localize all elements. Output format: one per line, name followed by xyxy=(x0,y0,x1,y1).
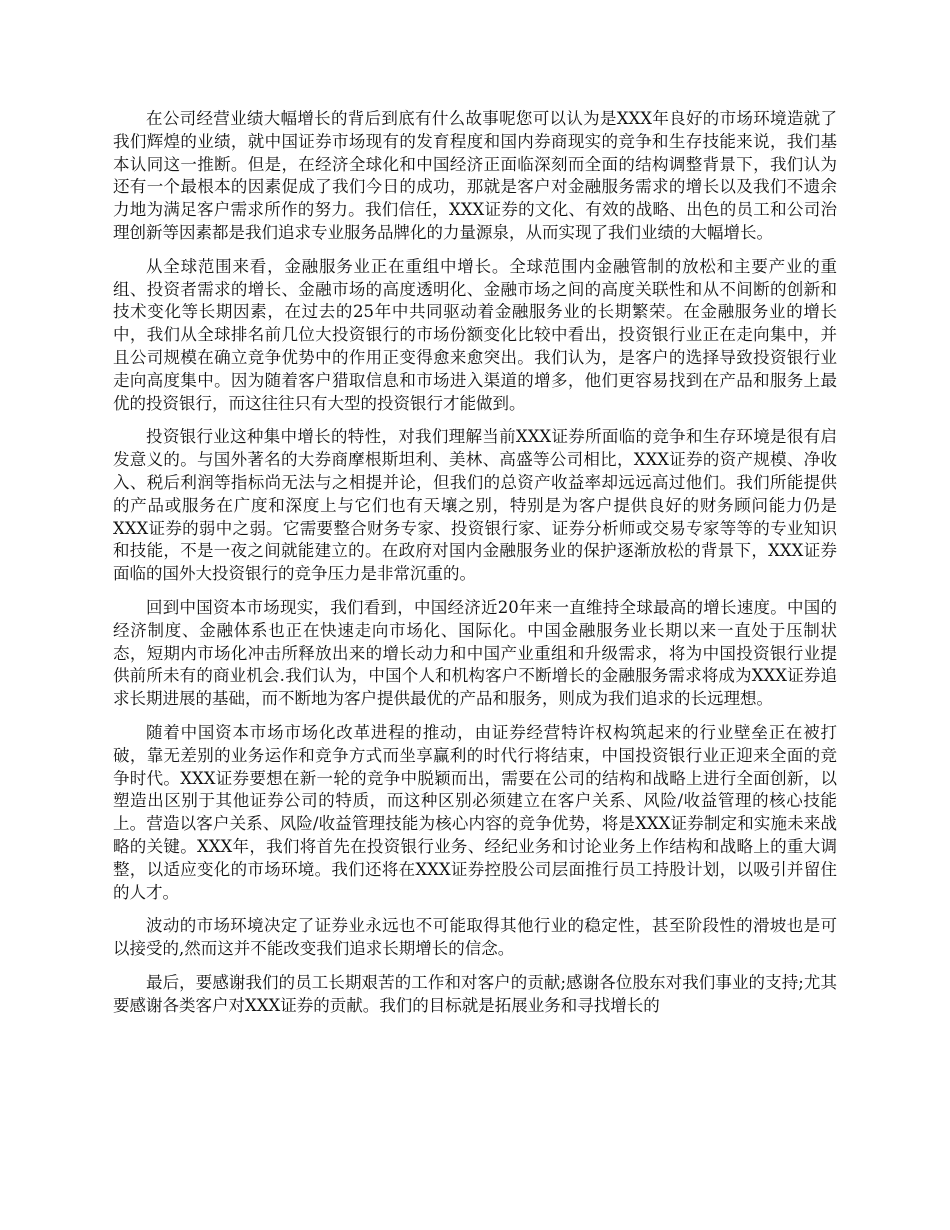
document-body xyxy=(113,108,837,1028)
paragraph-1: 在公司经营业绩大幅增长的背后到底有什么故事呢您可以认为是XXX年良好的市场环境造就了我们辉煌的业绩，就中国证券市场现有的发育程度和国内券商现实的竞争和生存技能来说，我们基本认同这一推断。但是，在经济全球化和中国经济正面临深刻而全面的结构调整背景下，我们认为还有一个最根本的因素促成了我们今日的成功，那就是客户对金融服务需求的增长以及我们不遗余力地为满足客户需求所作的努力。我们信任，XXX证券的文化、有效的战略、出色的员工和公司治理创新等因素都是我们追求专业服务品牌化的力量源泉，从而实现了我们业绩的大幅增长。 xyxy=(113,109,837,242)
paragraph-3: 投资银行业这种集中增长的特性，对我们理解当前XXX证券所面临的竞争和生存环境是很有启发意义的。与国外著名的大券商摩根斯坦利、美林、高盛等公司相比，XXX证券的资产规模、净收入、税后利润等指标尚无法与之相提并论，但我们的总资产收益率却远远高过他们。我们所能提供的产品或服务在广度和深度上与它们也有天壤之别，特别是为客户提供良好的财务顾问能力仍是XXX证券的弱中之弱。它需要整合财务专家、投资银行家、证券分析师或交易专家等等的专业知识和技能，不是一夜之间就能建立的。在政府对国内金融服务业的保护逐渐放松的背景下，XXX证券面临的国外大投资银行的竞争压力是非常沉重的。 xyxy=(113,427,837,584)
paragraph-7: 最后，要感谢我们的员工长期艰苦的工作和对客户的贡献;感谢各位股东对我们事业的支持;尤其要感谢各类客户对XXX证券的贡献。我们的目标就是拓展业务和寻找增长的 xyxy=(113,972,837,1015)
paragraph-4: 回到中国资本市场现实，我们看到，中国经济近20年来一直维持全球最高的增长速度。中国的经济制度、金融体系也正在快速走向市场化、国际化。中国金融服务业长期以来一直处于压制状态，短期内市场化冲击所释放出来的增长动力和中国产业重组和升级需求，将为中国投资银行业提供前所未有的商业机会.我们认为，中国个人和机构客户不断增长的金融服务需求将成为XXX证券追求长期进展的基础，而不断地为客户提供最优的产品和服务，则成为我们追求的长远理想。 xyxy=(113,597,837,709)
paragraph-6: 波动的市场环境决定了证券业永远也不可能取得其他行业的稳定性，甚至阶段性的滑坡也是可以接受的,然而这并不能改变我们追求长期增长的信念。 xyxy=(113,916,837,959)
paragraph-5: 随着中国资本市场市场化改革进程的推动，由证券经营特许权构筑起来的行业壁垒正在被打破，靠无差别的业务运作和竞争方式而坐享赢利的时代行将结束，中国投资银行业正迎来全面的竞争时代。XXX证券要想在新一轮的竞争中脱颖而出，需要在公司的结构和战略上进行全面创新，以塑造出区别于其他证券公司的特质，而这种区别必须建立在客户关系、风险/收益管理的核心技能上。营造以客户关系、风险/收益管理技能为核心内容的竞争优势，将是XXX证券制定和实施未来战略的关键。XXX年，我们将首先在投资银行业务、经纪业务和讨论业务上作结构和战略上的重大调整，以适应变化的市场环境。我们还将在XXX证券控股公司层面推行员工持股计划，以吸引并留住的人才。 xyxy=(113,722,837,902)
paragraph-2: 从全球范围来看，金融服务业正在重组中增长。全球范围内金融管制的放松和主要产业的重组、投资者需求的增长、金融市场的高度透明化、金融市场之间的高度关联性和从不间断的创新和技术变化等长期因素，在过去的25年中共同驱动着金融服务业的长期繁荣。在金融服务业的增长中，我们从全球排名前几位大投资银行的市场份额变化比较中看出，投资银行业正在走向集中，并且公司规模在确立竞争优势中的作用正变得愈来愈突出。我们认为，是客户的选择导致投资银行业走向高度集中。因为随着客户猎取信息和市场进入渠道的增多，他们更容易找到在产品和服务上最优的投资银行，而这往往只有大型的投资银行才能做到。 xyxy=(113,256,837,413)
